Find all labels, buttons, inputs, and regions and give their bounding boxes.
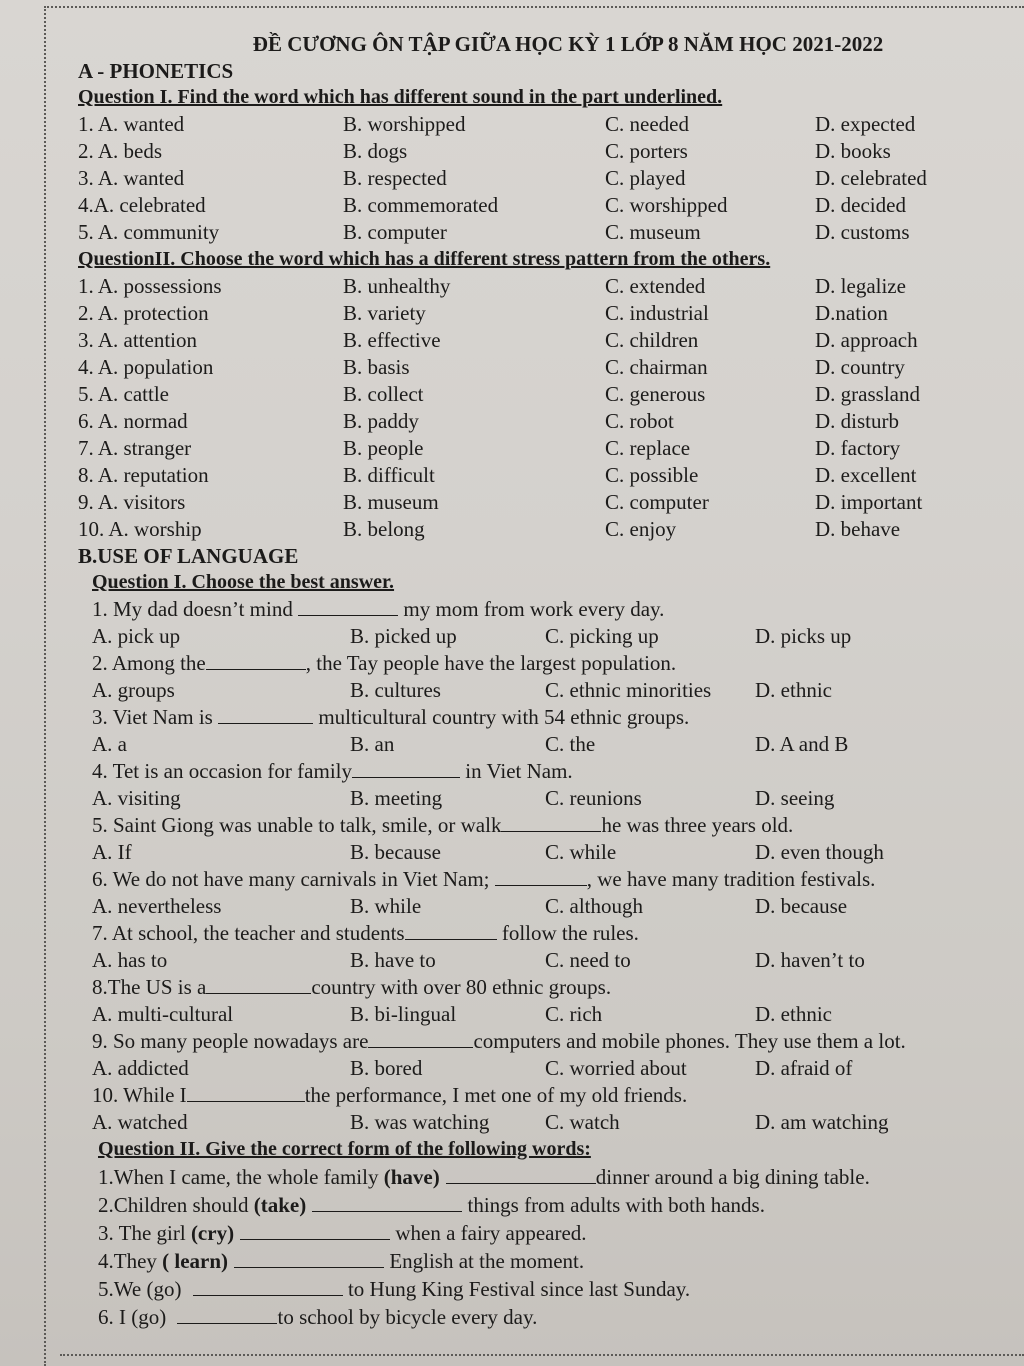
- question-stem: [92, 704, 1008, 731]
- worksheet-content: [78, 30, 1008, 1331]
- answer-option: C. extended: [605, 274, 706, 298]
- question-row: [78, 381, 1008, 408]
- question-row: [78, 489, 1008, 516]
- answer-option[interactable]: C. although: [545, 894, 643, 918]
- answer-option: B. basis: [343, 355, 410, 379]
- answer-option: B. dogs: [343, 139, 408, 163]
- answer-blank[interactable]: [187, 1083, 305, 1102]
- stem-text: 5. Saint Giong was unable to talk, smile, or walk: [92, 813, 502, 837]
- answer-options: [92, 623, 1008, 650]
- answer-option[interactable]: C. watch: [545, 1110, 620, 1134]
- word-form-list: [98, 1163, 1008, 1331]
- question-stem: [92, 812, 1008, 839]
- stem-text: when a fairy appeared.: [390, 1221, 587, 1245]
- answer-option[interactable]: B. cultures: [350, 678, 441, 702]
- stem-text: he was three years old.: [601, 813, 794, 837]
- stem-text: the performance, I met one of my old friends.: [304, 1083, 688, 1107]
- answer-option[interactable]: A. has to: [92, 948, 168, 972]
- word-form-item: [98, 1247, 1008, 1275]
- multiple-choice-list: [92, 596, 1008, 1136]
- verb-prompt: (take): [253, 1193, 307, 1217]
- answer-option[interactable]: C. the: [545, 732, 596, 756]
- answer-option: 1. A. wanted: [78, 112, 185, 136]
- question-row: [78, 354, 1008, 381]
- stem-text: 3. The girl: [98, 1221, 191, 1245]
- answer-blank[interactable]: [446, 1165, 596, 1184]
- answer-option[interactable]: C. worried about: [545, 1056, 687, 1080]
- stem-text: 6. We do not have many carnivals in Viet Nam;: [92, 867, 495, 891]
- answer-options: [92, 839, 1008, 866]
- answer-option[interactable]: D. afraid of: [755, 1056, 853, 1080]
- stem-text: 1. My dad doesn’t mind: [92, 597, 299, 621]
- answer-option[interactable]: D. seeing: [755, 786, 835, 810]
- answer-option[interactable]: B. an: [350, 732, 395, 756]
- stem-text: English at the moment.: [384, 1249, 585, 1273]
- stem-text: 4. Tet is an occasion for family: [92, 759, 352, 783]
- answer-option: B. people: [343, 436, 424, 460]
- stem-text: country with over 80 ethnic groups.: [311, 975, 612, 999]
- stem-text: 9. So many people nowadays are: [92, 1029, 369, 1053]
- dotted-border-top: [44, 6, 1024, 8]
- answer-option[interactable]: D. because: [755, 894, 848, 918]
- question-row: [78, 327, 1008, 354]
- answer-option[interactable]: A. multi-cultural: [92, 1002, 234, 1026]
- stem-text: to Hung King Festival since last Sunday.: [342, 1277, 691, 1301]
- answer-option[interactable]: A. addicted: [92, 1056, 189, 1080]
- answer-options: [92, 947, 1008, 974]
- answer-option: B. unhealthy: [343, 274, 451, 298]
- answer-blank[interactable]: [218, 705, 313, 724]
- answer-option: B. belong: [343, 517, 425, 541]
- section-b-heading: B.USE OF LANGUAGE: [78, 544, 299, 568]
- answer-option[interactable]: C. rich: [545, 1002, 603, 1026]
- answer-option[interactable]: C. need to: [545, 948, 631, 972]
- word-form-item: [98, 1219, 1008, 1247]
- stem-text: 2. Among the: [92, 651, 206, 675]
- answer-option: 4. A. population: [78, 355, 214, 379]
- stem-text: 2.Children should: [98, 1193, 254, 1217]
- stem-text: my mom from work every day.: [398, 597, 665, 621]
- answer-option: C. worshipped: [605, 193, 728, 217]
- answer-option[interactable]: C. picking up: [545, 624, 659, 648]
- verb-prompt: (cry): [190, 1221, 235, 1245]
- answer-option[interactable]: D. am watching: [755, 1110, 889, 1134]
- answer-option: B. respected: [343, 166, 447, 190]
- answer-option: D. behave: [815, 517, 901, 541]
- answer-option: C. robot: [605, 409, 674, 433]
- answer-option: 3. A. attention: [78, 328, 197, 352]
- stem-text: 7. At school, the teacher and students: [92, 921, 405, 945]
- answer-option: 9. A. visitors: [78, 490, 186, 514]
- answer-option: 3. A. wanted: [78, 166, 185, 190]
- answer-option[interactable]: C. while: [545, 840, 617, 864]
- answer-option: D. excellent: [815, 463, 917, 487]
- stem-text: 1.When I came, the whole family: [98, 1165, 384, 1189]
- answer-blank[interactable]: [368, 1029, 473, 1048]
- answer-option[interactable]: B. meeting: [350, 786, 443, 810]
- stem-text: computers and mobile phones. They use them a lot.: [473, 1029, 906, 1053]
- answer-option: C. played: [605, 166, 686, 190]
- stem-text: 4.They: [98, 1249, 163, 1273]
- stem-text: 8.The US is a: [92, 975, 207, 999]
- answer-option: D. grassland: [815, 382, 920, 406]
- answer-option: C. museum: [605, 220, 701, 244]
- answer-option[interactable]: A. If: [92, 840, 132, 864]
- question-row: [78, 192, 1008, 219]
- answer-option: B. difficult: [343, 463, 435, 487]
- answer-option: 8. A. reputation: [78, 463, 209, 487]
- language-question-2-heading: Question II. Give the correct form of the following words:: [98, 1138, 591, 1160]
- stem-text: to school by bicycle every day.: [277, 1305, 538, 1329]
- answer-option: D. important: [815, 490, 923, 514]
- word-form-item: [98, 1275, 1008, 1303]
- stem-text: 10. While I: [92, 1083, 187, 1107]
- question-row: [78, 165, 1008, 192]
- answer-options: [92, 731, 1008, 758]
- answer-option[interactable]: B. have to: [350, 948, 436, 972]
- question-stem: [92, 1028, 1008, 1055]
- answer-option[interactable]: D. ethnic: [755, 678, 832, 702]
- answer-option[interactable]: A. a: [92, 732, 127, 756]
- answer-option: D. approach: [815, 328, 918, 352]
- question-stem: [92, 866, 1008, 893]
- stem-text: things from adults with both hands.: [462, 1193, 765, 1217]
- answer-option[interactable]: B. because: [350, 840, 441, 864]
- stem-text: , the Tay people have the largest population.: [305, 651, 677, 675]
- answer-option[interactable]: C. reunions: [545, 786, 642, 810]
- answer-option[interactable]: D. picks up: [755, 624, 852, 648]
- answer-blank[interactable]: [206, 651, 306, 670]
- answer-option[interactable]: D. A and B: [755, 732, 849, 756]
- answer-option[interactable]: D. haven’t to: [755, 948, 865, 972]
- answer-option: D. country: [815, 355, 905, 379]
- phonetics-question-1-rows: [78, 111, 1008, 246]
- answer-option: 6. A. normad: [78, 409, 188, 433]
- question-row: [78, 138, 1008, 165]
- answer-option[interactable]: A. watched: [92, 1110, 188, 1134]
- answer-option: B. effective: [343, 328, 441, 352]
- answer-option[interactable]: A. nevertheless: [92, 894, 222, 918]
- question-row: [78, 219, 1008, 246]
- answer-option: D. disturb: [815, 409, 899, 433]
- answer-option[interactable]: B. bi-lingual: [350, 1002, 457, 1026]
- answer-option[interactable]: A. pick up: [92, 624, 181, 648]
- answer-option: 7. A. stranger: [78, 436, 192, 460]
- phonetics-question-2-rows: [78, 273, 1008, 543]
- answer-option: D. customs: [815, 220, 910, 244]
- answer-options: [92, 677, 1008, 704]
- question-row: [78, 408, 1008, 435]
- answer-option: 5. A. cattle: [78, 382, 169, 406]
- answer-option: D. celebrated: [815, 166, 927, 190]
- answer-option: D.nation: [815, 301, 888, 325]
- answer-blank[interactable]: [234, 1249, 384, 1268]
- answer-blank[interactable]: [240, 1221, 390, 1240]
- answer-blank[interactable]: [495, 867, 587, 886]
- answer-option: B. worshipped: [343, 112, 466, 136]
- answer-option: D. books: [815, 139, 891, 163]
- word-form-item: [98, 1191, 1008, 1219]
- answer-option: C. chairman: [605, 355, 708, 379]
- answer-option: D. expected: [815, 112, 916, 136]
- verb-prompt: ( learn): [162, 1249, 229, 1273]
- answer-options: [92, 893, 1008, 920]
- answer-option[interactable]: B. while: [350, 894, 422, 918]
- answer-blank[interactable]: [501, 813, 601, 832]
- answer-options: [92, 1001, 1008, 1028]
- answer-blank[interactable]: [193, 1277, 343, 1296]
- page-title: ĐỀ CƯƠNG ÔN TẬP GIỮA HỌC KỲ 1 LỚP 8 NĂM HỌC 2021-2022: [252, 32, 884, 56]
- word-form-item: [98, 1163, 1008, 1191]
- answer-option: C. porters: [605, 139, 688, 163]
- question-row: [78, 435, 1008, 462]
- dotted-border-left: [44, 6, 46, 1366]
- question-row: [78, 462, 1008, 489]
- answer-option: C. generous: [605, 382, 706, 406]
- answer-option: B. computer: [343, 220, 447, 244]
- answer-option: 2. A. protection: [78, 301, 209, 325]
- answer-option[interactable]: C. ethnic minorities: [545, 678, 712, 702]
- answer-option: B. paddy: [343, 409, 419, 433]
- phonetics-question-1-heading: Question I. Find the word which has different sound in the part underlined.: [78, 86, 723, 108]
- answer-option: C. computer: [605, 490, 709, 514]
- answer-option: B. museum: [343, 490, 439, 514]
- answer-option[interactable]: D. ethnic: [755, 1002, 832, 1026]
- word-form-item: [98, 1303, 1008, 1331]
- answer-option[interactable]: D. even though: [755, 840, 884, 864]
- stem-text: 5.We (go): [98, 1277, 187, 1301]
- stem-text: 3. Viet Nam is: [92, 705, 219, 729]
- question-row: [78, 516, 1008, 543]
- answer-option: 2. A. beds: [78, 139, 162, 163]
- answer-option[interactable]: B. was watching: [350, 1110, 490, 1134]
- verb-prompt: (have): [383, 1165, 440, 1189]
- answer-option: C. children: [605, 328, 699, 352]
- stem-text: in Viet Nam.: [460, 759, 573, 783]
- question-stem: [92, 1082, 1008, 1109]
- stem-text: 6. I (go): [98, 1305, 172, 1329]
- question-stem: [92, 596, 1008, 623]
- question-stem: [92, 974, 1008, 1001]
- answer-option: D. legalize: [815, 274, 906, 298]
- answer-option: C. enjoy: [605, 517, 677, 541]
- answer-options: [92, 1055, 1008, 1082]
- phonetics-question-2-heading: QuestionII. Choose the word which has a different stress pattern from the others.: [78, 248, 771, 270]
- answer-option: D. factory: [815, 436, 901, 460]
- answer-options: [92, 785, 1008, 812]
- answer-option: C. industrial: [605, 301, 709, 325]
- answer-option: 1. A. possessions: [78, 274, 222, 298]
- question-stem: [92, 758, 1008, 785]
- answer-option: 4.A. celebrated: [78, 193, 206, 217]
- answer-options: [92, 1109, 1008, 1136]
- question-stem: [92, 920, 1008, 947]
- answer-option[interactable]: B. bored: [350, 1056, 423, 1080]
- question-row: [78, 300, 1008, 327]
- answer-option: D. decided: [815, 193, 906, 217]
- stem-text: dinner around a big dining table.: [595, 1165, 870, 1189]
- answer-option: 5. A. community: [78, 220, 220, 244]
- answer-blank[interactable]: [206, 975, 311, 994]
- answer-option[interactable]: A. groups: [92, 678, 175, 702]
- answer-blank[interactable]: [298, 597, 398, 616]
- dotted-border-bottom: [60, 1354, 1024, 1356]
- stem-text: follow the rules.: [496, 921, 639, 945]
- answer-option: B. collect: [343, 382, 424, 406]
- answer-option: B. variety: [343, 301, 426, 325]
- answer-blank[interactable]: [312, 1193, 462, 1212]
- answer-option: C. replace: [605, 436, 691, 460]
- language-question-1-heading: Question I. Choose the best answer.: [92, 571, 395, 593]
- question-stem: [92, 650, 1008, 677]
- answer-option: B. commemorated: [343, 193, 499, 217]
- answer-option: C. needed: [605, 112, 689, 136]
- answer-option[interactable]: B. picked up: [350, 624, 457, 648]
- answer-blank[interactable]: [405, 921, 497, 940]
- stem-text: , we have many tradition festivals.: [586, 867, 876, 891]
- answer-option[interactable]: A. visiting: [92, 786, 181, 810]
- question-row: [78, 273, 1008, 300]
- answer-blank[interactable]: [352, 759, 460, 778]
- answer-blank[interactable]: [177, 1305, 277, 1324]
- section-a-heading: A - PHONETICS: [78, 59, 234, 83]
- question-row: [78, 111, 1008, 138]
- answer-option: 10. A. worship: [78, 517, 202, 541]
- answer-option: C. possible: [605, 463, 699, 487]
- stem-text: multicultural country with 54 ethnic groups.: [313, 705, 690, 729]
